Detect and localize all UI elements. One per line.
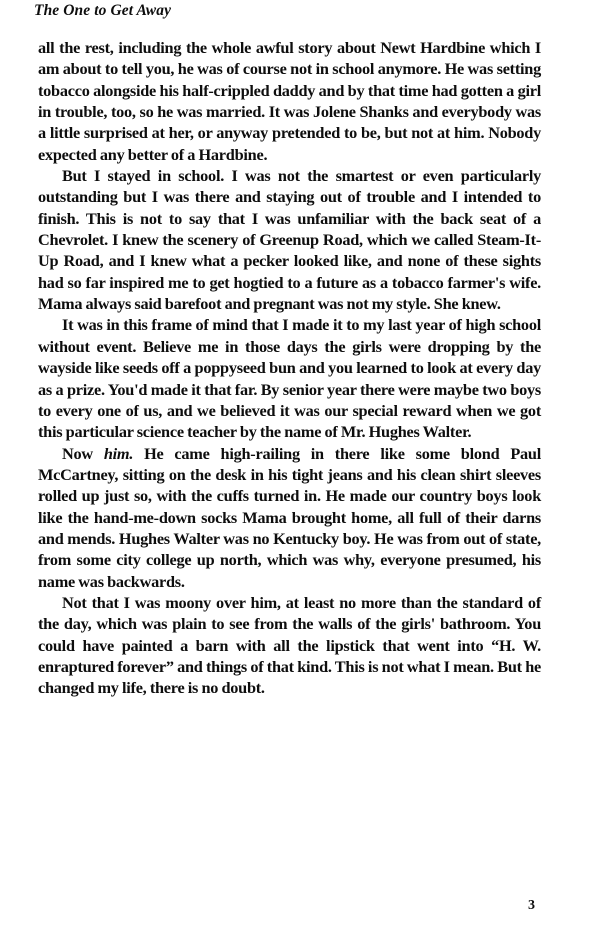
emphasized-word: him. xyxy=(103,443,134,463)
paragraph-4 xyxy=(38,443,541,592)
paragraph-text: It was in this frame of mind that I made it to my last year of high school without event. Believe me in those days the girls were dropping by the wayside like seeds off a poppyseed bun and you learned to look at every day as a prize. You'd made it that far. By senior year there were maybe two boys to every one of us, and we believed it was our special reward when we got this particular science teacher by the name of Mr. Hughes Walter. xyxy=(38,315,541,442)
paragraph-text: Not that I was moony over him, at least no more than the standard of the day, which was plain to see from the walls of the girls' bathroom. You could have painted a barn with all the lipstick that went into “H. W. enraptured forever” and things of that kind. This is not what I mean. But he changed my life, there is no doubt. xyxy=(38,592,541,698)
body-text xyxy=(38,37,541,699)
paragraph-5 xyxy=(38,592,541,699)
paragraph-3 xyxy=(38,314,541,442)
paragraph-2 xyxy=(38,165,541,314)
paragraph-text: Now xyxy=(62,443,104,463)
paragraph-text-continued: He came high-railing in there like some blond Paul McCartney, sitting on the desk in his tight jeans and his clean shirt sleeves rolled up just so, with the cuffs turned in. He made our country boys look like the hand-me-down socks Mama brought home, all full of their darns and mends. Hughes Walter was no Kentucky boy. He was from out of state, from some city college up north, which was why, everyone presumed, his name was backwards. xyxy=(38,443,541,591)
running-head: The One to Get Away xyxy=(34,2,172,19)
paragraph-text: all the rest, including the whole awful story about Newt Hardbine which I am about to tell you, he was of course not in school anymore. He was setting tobacco alongside his half-crippled daddy and by that time had gotten a girl in trouble, too, so he was married. It was Jolene Shanks and everybody was a little surprised at her, or anyway pretended to be, but not at him. Nobody expected any better of a Hardbine. xyxy=(38,38,541,164)
page-number: 3 xyxy=(528,898,535,913)
paragraph-1 xyxy=(38,37,541,165)
paragraph-text: But I stayed in school. I was not the smartest or even particularly outstanding but I was there and staying out of trouble and I intended to finish. This is not to say that I was unfamiliar with the back seat of a Chevrolet. I knew the scenery of Greenup Road, which we called Steam-It-Up Road, and I knew what a pecker looked like, and none of these sights had so far inspired me to get hogtied to a future as a tobacco farmer's wife. Mama always said barefoot and pregnant was not my style. She knew. xyxy=(38,166,541,314)
